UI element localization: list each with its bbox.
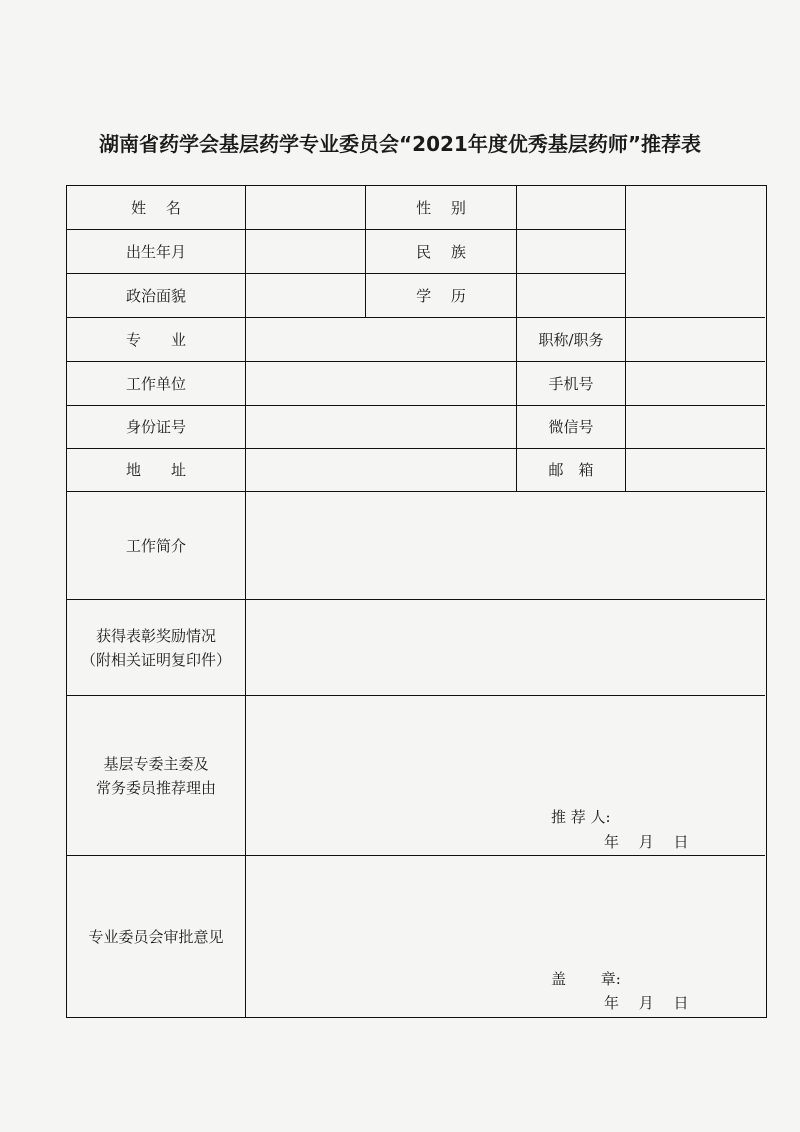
- id-number-label: 身份证号: [125, 418, 186, 436]
- email-field[interactable]: [626, 449, 765, 491]
- mobile-field[interactable]: [626, 362, 765, 405]
- ethnicity-label: 民 族: [416, 242, 466, 261]
- wechat-field[interactable]: [626, 406, 765, 448]
- work-unit-field[interactable]: [246, 362, 516, 405]
- work-unit-label: 工作单位: [125, 374, 186, 393]
- title-position-field[interactable]: [626, 318, 765, 361]
- awards-label: [67, 600, 245, 695]
- recommend-date-label: 年 月 日: [604, 833, 689, 851]
- name-field[interactable]: [246, 186, 365, 229]
- form-title: 湖南省药学会基层药学专业委员会“2021年度优秀基层药师”推荐表: [99, 132, 701, 156]
- title-position-label: 职称/职务: [538, 330, 604, 349]
- education-label: 学 历: [416, 286, 466, 305]
- birth-label: 出生年月: [125, 242, 186, 261]
- seal-date-label: 年 月 日: [604, 994, 689, 1012]
- major-field[interactable]: [246, 318, 516, 361]
- address-label: 地 址: [125, 461, 186, 479]
- awards-label-line2: （附相关证明复印件）: [80, 650, 231, 669]
- work-intro-field[interactable]: [246, 492, 765, 599]
- education-field[interactable]: [517, 274, 625, 317]
- awards-field[interactable]: [246, 600, 765, 695]
- id-number-field[interactable]: [246, 406, 516, 448]
- ethnicity-field[interactable]: [517, 230, 625, 273]
- recommender-signature-label: 推 荐 人:: [551, 808, 611, 826]
- gender-label: 性 别: [416, 198, 466, 217]
- name-label: 姓 名: [131, 198, 181, 217]
- wechat-label: 微信号: [548, 418, 594, 436]
- email-label: 邮 箱: [548, 461, 594, 479]
- recommend-reason-label: [67, 696, 245, 855]
- politics-label: 政治面貌: [125, 286, 186, 305]
- address-field[interactable]: [246, 449, 516, 491]
- politics-field[interactable]: [246, 274, 365, 317]
- awards-label-line1: 获得表彰奖励情况: [95, 626, 216, 645]
- recommend-label-line2: 常务委员推荐理由: [95, 778, 216, 797]
- birth-field[interactable]: [246, 230, 365, 273]
- mobile-label: 手机号: [548, 374, 594, 393]
- gender-field[interactable]: [517, 186, 625, 229]
- photo-box[interactable]: [626, 186, 765, 317]
- seal-label: 盖 章:: [551, 970, 621, 988]
- approval-label: 专业委员会审批意见: [88, 927, 224, 946]
- recommend-label-line1: 基层专委主委及: [103, 754, 209, 773]
- major-label: 专 业: [125, 330, 186, 349]
- work-intro-label: 工作简介: [125, 536, 186, 555]
- recommendation-form: [66, 185, 767, 1018]
